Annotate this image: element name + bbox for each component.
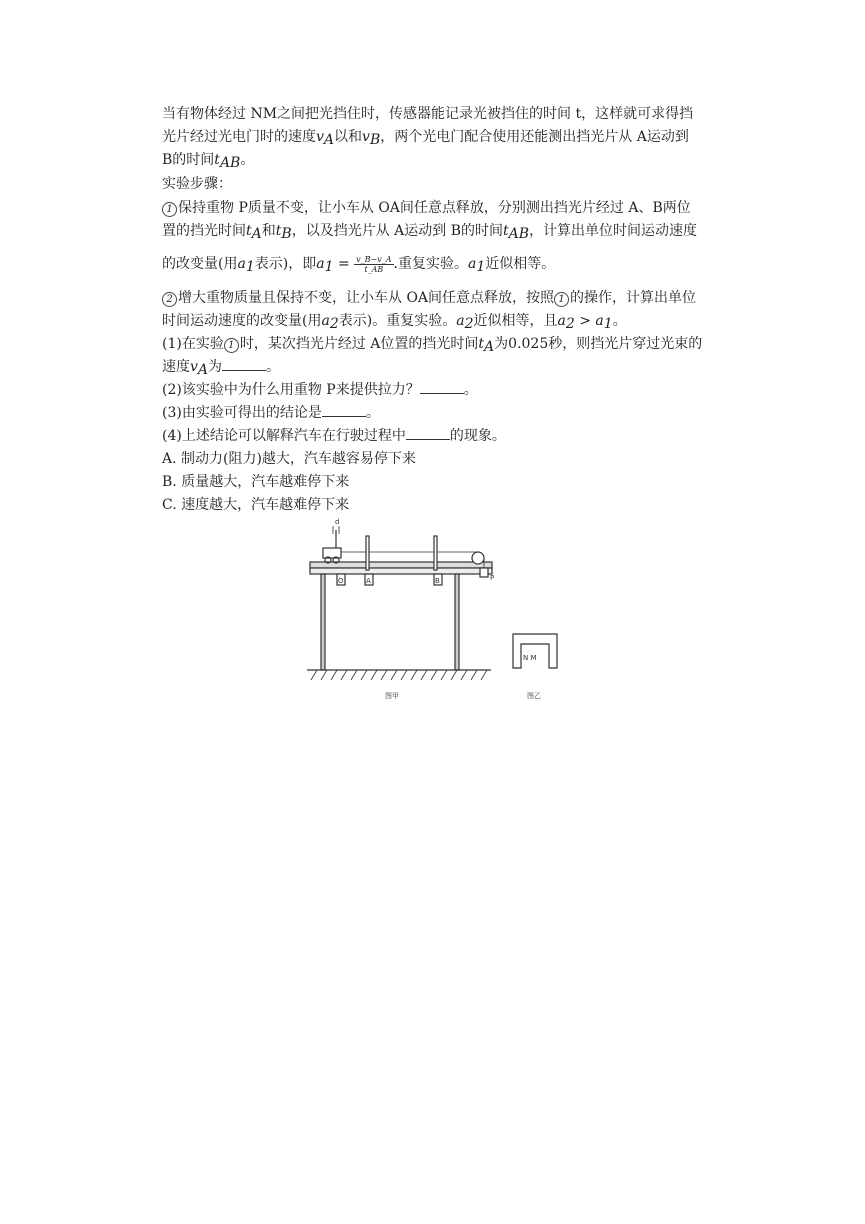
intro-line-3: B的时间$t_{AB}$。 <box>162 152 255 171</box>
answer-blank[interactable] <box>420 381 464 394</box>
table-top <box>310 568 492 574</box>
option-a: A. 制动力(阻力)越大，汽车越容易停下来 <box>162 451 416 467</box>
photogate-b <box>434 536 437 570</box>
step2-marker: 2 <box>162 292 177 307</box>
answer-blank[interactable] <box>322 404 366 417</box>
caption-yi: 图乙 <box>527 692 541 700</box>
table-leg-left <box>321 574 325 670</box>
pulley <box>472 552 484 564</box>
step1-marker: 1 <box>162 202 177 217</box>
label-nm: N M <box>523 654 537 662</box>
label-d: d <box>335 518 340 526</box>
cart <box>323 548 341 558</box>
photogate-a <box>366 536 369 570</box>
intro-line-1: 当有物体经过 NM之间把光挡住时，传感器能记录光被挡住的时间 t，这样就可求得挡 <box>162 106 694 122</box>
formula-fraction: $\frac{v\_B-v\_A}{t\_AB}$ <box>356 254 392 274</box>
label-p: P <box>490 574 495 582</box>
step1-line-3: 的改变量(用$a_1$表示)，即$a_1$ = $\frac{v\_B-v\_A}{t\_AB}$ .重复实验。$a_1$近似相等。 <box>162 254 556 275</box>
q4-line: (4)上述结论可以解释汽车在行驶过程中 的现象。 <box>162 428 506 444</box>
steps-title: 实验步骤： <box>162 176 232 192</box>
label-b: B <box>435 577 440 585</box>
option-c: C. 速度越大，汽车越难停下来 <box>162 497 350 513</box>
label-o: O <box>338 577 344 585</box>
apparatus-figure <box>305 516 565 706</box>
q1-line-2: 速度$v_A$为 。 <box>162 359 281 378</box>
answer-blank[interactable] <box>406 427 450 440</box>
ground-hatch <box>311 670 487 680</box>
caption-jia: 图甲 <box>385 692 399 700</box>
intro-line-2: 光片经过光电门时的速度$v_A$以和$v_B$，两个光电门配合使用还能测出挡光片从 A运动到 <box>162 129 689 148</box>
step1-line-2: 置的挡光时间$t_A$和$t_B$，以及挡光片从 A运动到 B的时间$t_{AB}$，计算出单位时间运动速度 <box>162 223 698 242</box>
q2-line: (2)该实验中为什么用重物 P来提供拉力？ 。 <box>162 382 478 398</box>
answer-blank[interactable] <box>222 358 266 371</box>
label-a: A <box>366 577 371 585</box>
weight-p <box>480 568 488 577</box>
q3-line: (3)由实验可得出的结论是 。 <box>162 405 380 421</box>
step2-line-2: 时间运动速度的改变量(用$a_2$表示)。重复实验。$a_2$近似相等，且$a_2 > a_1$。 <box>162 313 627 332</box>
option-b: B. 质量越大，汽车越难停下来 <box>162 474 350 490</box>
step2-line-1: 2 增大重物质量且保持不变，让小车从 OA间任意点释放，按照 1 的操作，计算出单位 <box>162 288 696 308</box>
q1-line-1: (1)在实验 1 时，某次挡光片经过 A位置的挡光时间$t_A$为0.025秒，则挡光片穿过光束的 <box>162 336 703 355</box>
photogate-detail <box>513 634 557 668</box>
step1-line-1: 1 保持重物 P质量不变，让小车从 OA间任意点释放，分别测出挡光片经过 A、B两位 <box>162 198 691 218</box>
table-leg-right <box>455 574 459 670</box>
